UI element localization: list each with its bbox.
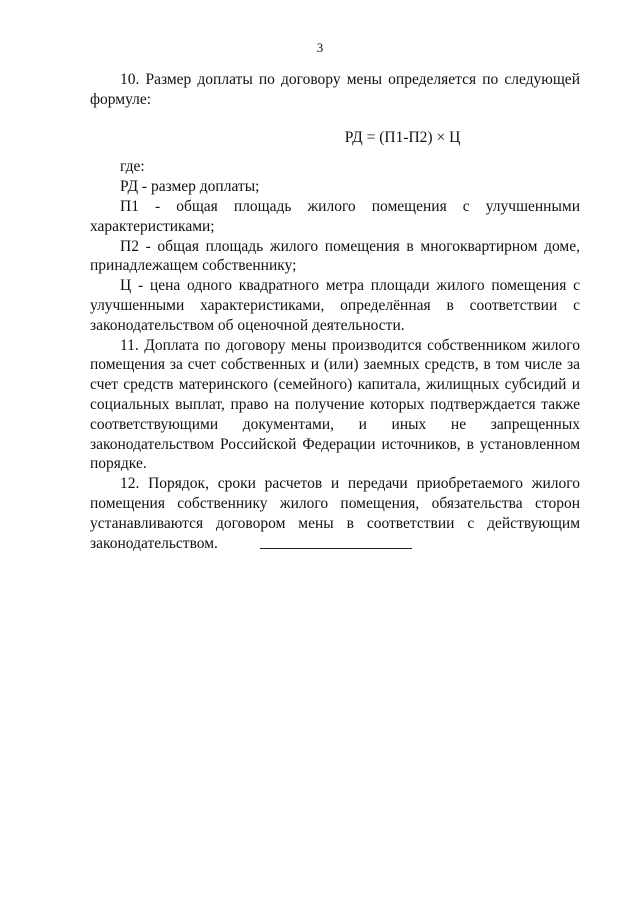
definition-c: Ц - цена одного квадратного метра площади жилого помещения с улучшенными характеристиками, определённая в соответствии с законодательством об оценочной деятельности.	[90, 277, 580, 334]
formula: РД = (П1-П2) × Ц	[344, 128, 461, 146]
page-number: 3	[316, 40, 324, 55]
document-body	[90, 70, 580, 553]
paragraph-10: 10. Размер доплаты по договору мены определяется по следующей формуле:	[90, 71, 580, 108]
paragraph-11: 11. Доплата по договору мены производится собственником жилого помещения за счет собственных и (или) заемных средств, в том числе за счет средств материнского (семейного) капитала, жилищных субсидий и социальных выплат, право на получение которых подтверждается также соответствующими документами, и иных не запрещенных законодательством Российской Федерации источников, в установленном порядке.	[90, 336, 580, 473]
definition-rd: РД - размер доплаты;	[120, 178, 260, 196]
definition-p2: П2 - общая площадь жилого помещения в многоквартирном доме, принадлежащем собственнику;	[90, 237, 580, 275]
definition-p1: П1 - общая площадь жилого помещения с улучшенными характеристиками;	[90, 197, 580, 235]
paragraph-12: 12. Порядок, сроки расчетов и передачи приобретаемого жилого помещения собственнику жилого помещения, обязательства сторон устанавливаются договором мены в соответствии с действующим законодательством.	[90, 475, 580, 552]
where-label: где:	[120, 158, 145, 176]
end-separator-line	[260, 548, 412, 549]
